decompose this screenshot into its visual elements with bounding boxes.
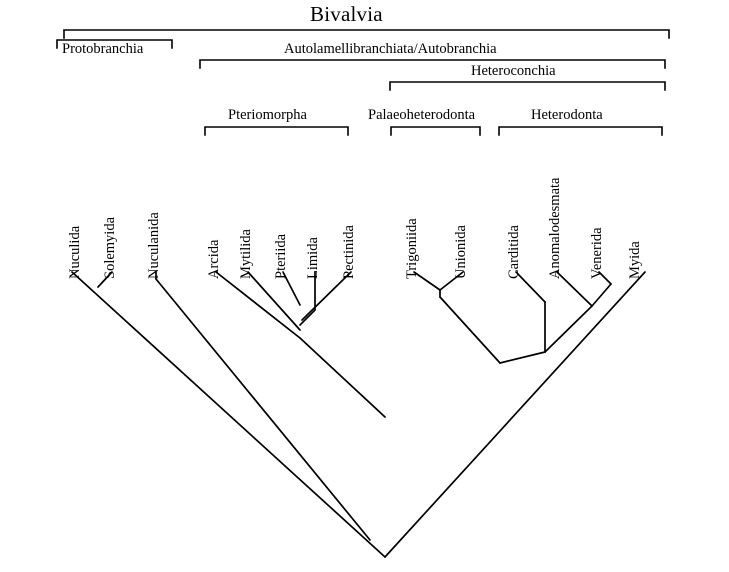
taxon-label-arcida: Arcida <box>206 239 222 279</box>
branch-palaeo-stem <box>440 297 500 363</box>
taxon-label-carditida: Carditida <box>506 225 522 279</box>
branch-heterodonta-inner <box>545 306 592 352</box>
branch-venerida-join <box>592 284 611 306</box>
branch-pectinida <box>302 272 351 320</box>
clade-label-autolamellibranchiata: Autolamellibranchiata/Autobranchia <box>284 41 497 57</box>
taxon-label-trigoniida: Trigoniida <box>404 218 420 279</box>
branch-mytilida <box>248 272 300 330</box>
taxon-label-venerida: Venerida <box>589 227 605 279</box>
taxon-label-limida: Limida <box>305 237 321 279</box>
bracket-pteriomorpha <box>205 127 348 135</box>
bracket-autobranchia <box>200 60 665 68</box>
bracket-bivalvia <box>64 30 669 38</box>
taxon-label-pectinida: Pectinida <box>341 225 357 279</box>
branch-pteriomorpha-stem <box>300 338 385 417</box>
clade-label-protobranchia: Protobranchia <box>62 41 144 57</box>
clade-label-bivalvia: Bivalvia <box>310 2 383 26</box>
bracket-palaeoheterodonta <box>391 127 480 135</box>
branch-root-right <box>385 272 645 557</box>
branch-limida <box>300 272 315 325</box>
branch-root-left <box>72 272 385 557</box>
bracket-heterodonta <box>499 127 662 135</box>
taxon-label-mytilida: Mytilida <box>238 229 254 279</box>
clade-label-pteriomorpha: Pteriomorpha <box>228 107 307 123</box>
taxon-label-nuculanida: Nuculanida <box>146 212 162 279</box>
taxon-label-unionida: Unionida <box>453 225 469 279</box>
taxon-label-myida: Myida <box>627 241 643 279</box>
taxon-label-anomalodesmata: Anomalodesmata <box>547 177 563 279</box>
branch-nuculanida <box>156 279 370 540</box>
clade-label-palaeoheterodonta: Palaeoheterodonta <box>368 107 476 123</box>
taxon-label-solemyida: Solemyida <box>102 216 118 279</box>
clade-label-heterodonta: Heterodonta <box>531 107 603 123</box>
tree-branch-group <box>72 272 645 557</box>
branch-heterodonta-stem <box>500 352 545 363</box>
taxon-label-pteriida: Pteriida <box>273 233 289 279</box>
taxon-label-nuculida: Nuculida <box>67 225 83 279</box>
bracket-heteroconchia <box>390 82 665 90</box>
clade-label-heteroconchia: Heteroconchia <box>471 63 556 79</box>
